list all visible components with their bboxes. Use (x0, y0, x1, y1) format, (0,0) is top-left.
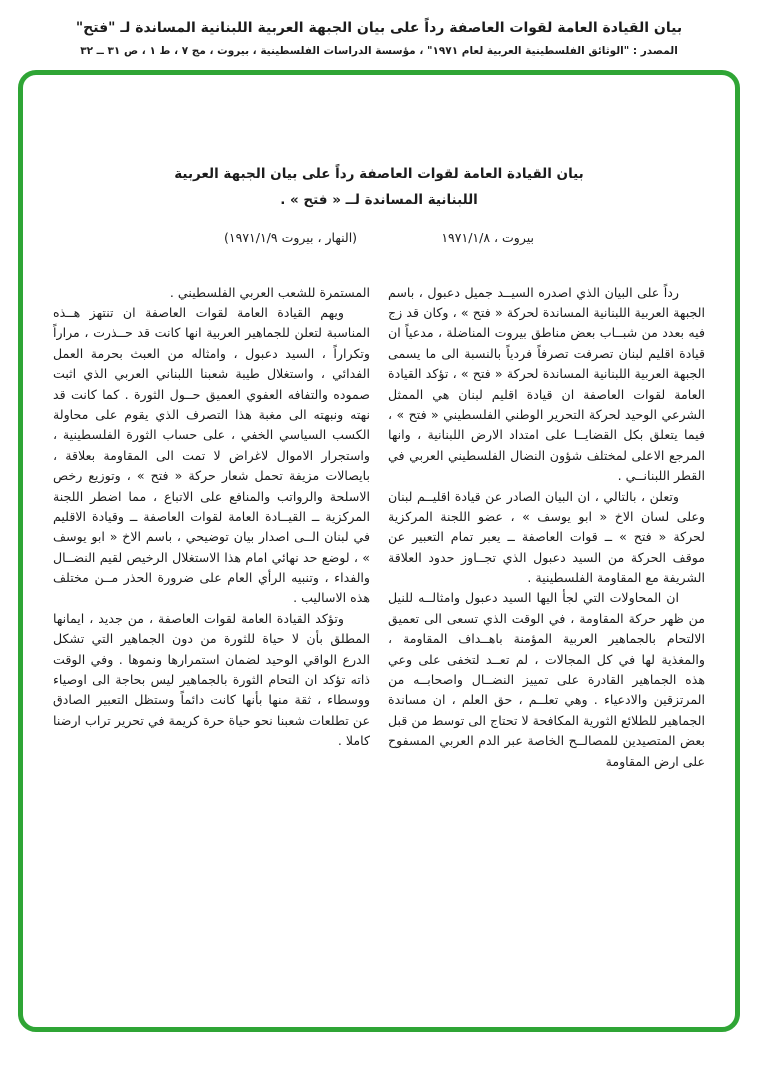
paragraph: ان المحاولات التي لجأ اليها السيد دعبول وامثالــه للنيل من ظهر حركة المقاومة ، في الوقت الذي تسعى الى تعميق الالتحام بالجماهير العربية المؤمنة باهــداف المقاومة ، والمغذية لها في كل المجالات ، لم تعــد لتخفى على وعي هذه الجماهير القادرة على تمييز النضــال واصحابــه من المرتزقين والادعياء . وهي تعلــم ، حق العلم ، ان مساندة الجماهير للطلائع الثورية المكافحة لا تحتاج الى توسط من قبل بعض المتصيدين للمصالــح الخاصة عبر الدم العربي المسفوح على ارض المقاومة (388, 590, 705, 769)
column-right (388, 283, 705, 772)
document-title: بيان القيادة العامة لقوات العاصفة رداً على بيان الجبهة العربية اللبنانية المساندة لــ « فتح » . (174, 166, 584, 209)
paragraph: وتعلن ، بالتالي ، ان البيان الصادر عن قيادة اقليــم لبنان وعلى لسان الاخ « ابو يوسف » ، عضو اللجنة المركزية لحركة « فتح » ــ قوات العاصفة ــ يعبر تمام التعبير عن موقف الحركة من السيد دعبول الذي تجــاوز حدود العلاقة الشريفة مع المقاومة الفلسطينية . (388, 488, 705, 586)
page-header (0, 0, 758, 57)
paragraph: وتؤكد القيادة العامة لقوات العاصفة ، من جديد ، ايمانها المطلق بأن لا حياة للثورة من دون الجماهير التي تشكل الدرع الواقي الوحيد لضمان استمرارها ونموها . وفي الوقت ذاته تؤكد ان التحام الثورة بالجماهير ليس بحاجة الى اوصياء ووسطاء ، ثقة منها بأنها كانت دائماً وستظل التعبير الصادق عن تطلعات شعبنا نحو حياة حرة كريمة في تحرير تراب ارضنا كاملا . (53, 610, 370, 749)
paragraph: ويهم القيادة العامة لقوات العاصفة ان تنتهز هــذه المناسبة لتعلن للجماهير العربية انها كانت قد حــذرت ، مراراً وتكراراً ، السيد دعبول ، وامثاله من العبث بحرمة العمل الفدائي ، واستغلال طيبة شعبنا اللبناني العربي الذي اثبت صموده والتفافه العفوي العميق حــول الثورة . كما كانت قد نهته ونبهته الى مغبة هذا التصرف الذي يقوم على محاولة الكسب السياسي الخفي ، على حساب الثورة الفلسطينية ، واستجرار الاموال لاغراض لا تمت الى المقاومة بعلاقة ، بايصالات مزيفة تحمل شعار حركة « فتح » ، وتوزيع رخص الاسلحة والرواتب والمنافع على الاتباع ، مما اضطر اللجنة المركزية ــ القيــادة العامة لقوات العاصفة ــ وقيادة الاقليم في لبنان الــى اصدار بيان توضيحي ، باسم الاخ « ابو يوسف » ، لوضع حد نهائي امام هذا الاستغلال الرخيص لقيم النضــال والفداء ، وتنبيه الرأي العام على ضرورة الحذر مــن مختلف هذه الاساليب . (53, 305, 370, 606)
header-source-line: المصدر : "الوثائق الفلسطينية العربية لعام ١٩٧١" ، مؤسسة الدراسات الفلسطينية ، بيروت ، مج ٧ ، ط ١ ، ص ٣١ ــ ٣٢ (80, 45, 678, 57)
header-title: بيان القيادة العامة لقوات العاصفة رداً على بيان الجبهة العربية اللبنانية المساندة لـ "فتح" (75, 20, 683, 36)
paragraph: المستمرة للشعب العربي الفلسطيني . (169, 284, 370, 300)
publication-reference: (النهار ، بيروت ١٩٧١/١/٩) (224, 229, 358, 245)
date-row (224, 230, 534, 245)
green-border-frame (18, 70, 740, 1032)
paragraph: رداً على البيان الذي اصدره السيــد جميل دعبول ، باسم الجبهة العربية اللبنانية المساندة لحركة « فتح » ، وكان قد زج فيه بعدد من شبــاب بعض مناطق بيروت المناضلة ، مدعياً ان قيادة اقليم لبنان تصرفت تصرفاً فردياً بالنسبة الى ما يسمى الجبهة العربية اللبنانية المساندة لحركة « فتح » ، تؤكد القيادة العامة لقوات العاصفة ان قيادة اقليم لبنان هي الممثل الشرعي الوحيد لحركة التحرير الوطني الفلسطيني « فتح » ، فيما يتعلق بكل القضايــا على امتداد الارض اللبنانية ، وانها المرجع الاعلى لمختلف شؤون النضال الفلسطيني العربي في القطر اللبنانــي . (388, 284, 705, 484)
date-place: بيروت ، ١٩٧١/١/٨ (441, 229, 534, 245)
text-columns (53, 283, 705, 772)
column-left (53, 283, 370, 772)
